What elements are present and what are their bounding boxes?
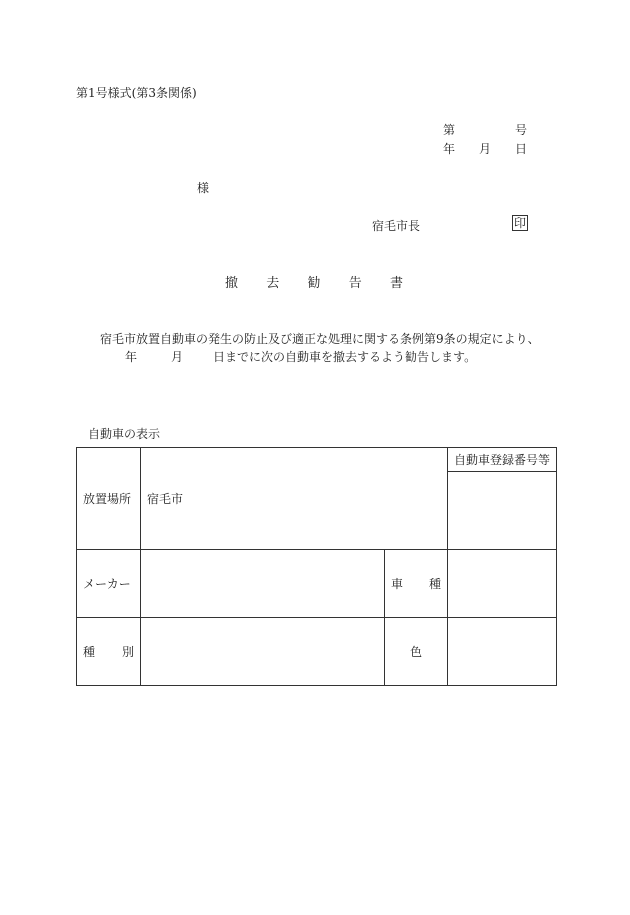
maker-value-cell xyxy=(141,550,385,618)
addressee-suffix: 様 xyxy=(197,181,210,195)
section-label: 自動車の表示 xyxy=(88,427,161,441)
seal-mark xyxy=(512,215,528,231)
color-label: 色 xyxy=(410,645,423,659)
title-char-5: 書 xyxy=(389,276,403,291)
location-value: 宿毛市 xyxy=(147,492,184,506)
body-line-2 xyxy=(125,348,476,365)
category-label-2: 別 xyxy=(121,645,134,659)
form-id: 第1号様式(第3条関係) xyxy=(76,86,197,100)
number-line xyxy=(443,121,527,138)
date-month: 月 xyxy=(478,142,491,156)
car-type-label-1: 車 xyxy=(391,577,404,591)
location-label: 放置場所 xyxy=(83,492,132,506)
car-type-label-2: 種 xyxy=(429,577,442,591)
category-value-cell xyxy=(141,618,385,686)
car-type-value-cell xyxy=(448,550,557,618)
body-year: 年 xyxy=(125,350,138,364)
car-type-label-cell xyxy=(385,550,448,618)
category-label-cell xyxy=(77,618,141,686)
date-line xyxy=(443,140,527,157)
title-char-4: 告 xyxy=(348,276,362,291)
location-value-cell xyxy=(141,448,448,550)
title-char-1: 撤 xyxy=(225,276,239,291)
body-rest: 日までに次の自動車を撤去するよう勧告します。 xyxy=(213,350,477,364)
title-char-2: 去 xyxy=(266,276,280,291)
registration-header: 自動車登録番号等 xyxy=(454,453,551,467)
issuer-name: 宿毛市長 xyxy=(372,219,421,233)
color-value-cell xyxy=(448,618,557,686)
number-go: 号 xyxy=(514,123,527,137)
body-month: 月 xyxy=(171,350,184,364)
registration-value-cell xyxy=(448,472,557,550)
maker-label-cell xyxy=(77,550,141,618)
location-label-cell xyxy=(77,448,141,550)
category-label-1: 種 xyxy=(83,645,96,659)
number-dai: 第 xyxy=(443,123,456,137)
seal-stamp-box: 印 xyxy=(514,216,527,230)
registration-header-cell xyxy=(448,448,557,472)
document-title xyxy=(225,272,403,291)
title-char-3: 勧 xyxy=(307,276,321,291)
date-year: 年 xyxy=(443,142,456,156)
maker-label: メーカー xyxy=(83,577,131,591)
color-label-cell xyxy=(385,618,448,686)
body-line-1: 宿毛市放置自動車の発生の防止及び適正な処理に関する条例第9条の規定により、 xyxy=(100,332,540,346)
vehicle-info-table xyxy=(76,447,557,686)
date-day: 日 xyxy=(514,142,527,156)
